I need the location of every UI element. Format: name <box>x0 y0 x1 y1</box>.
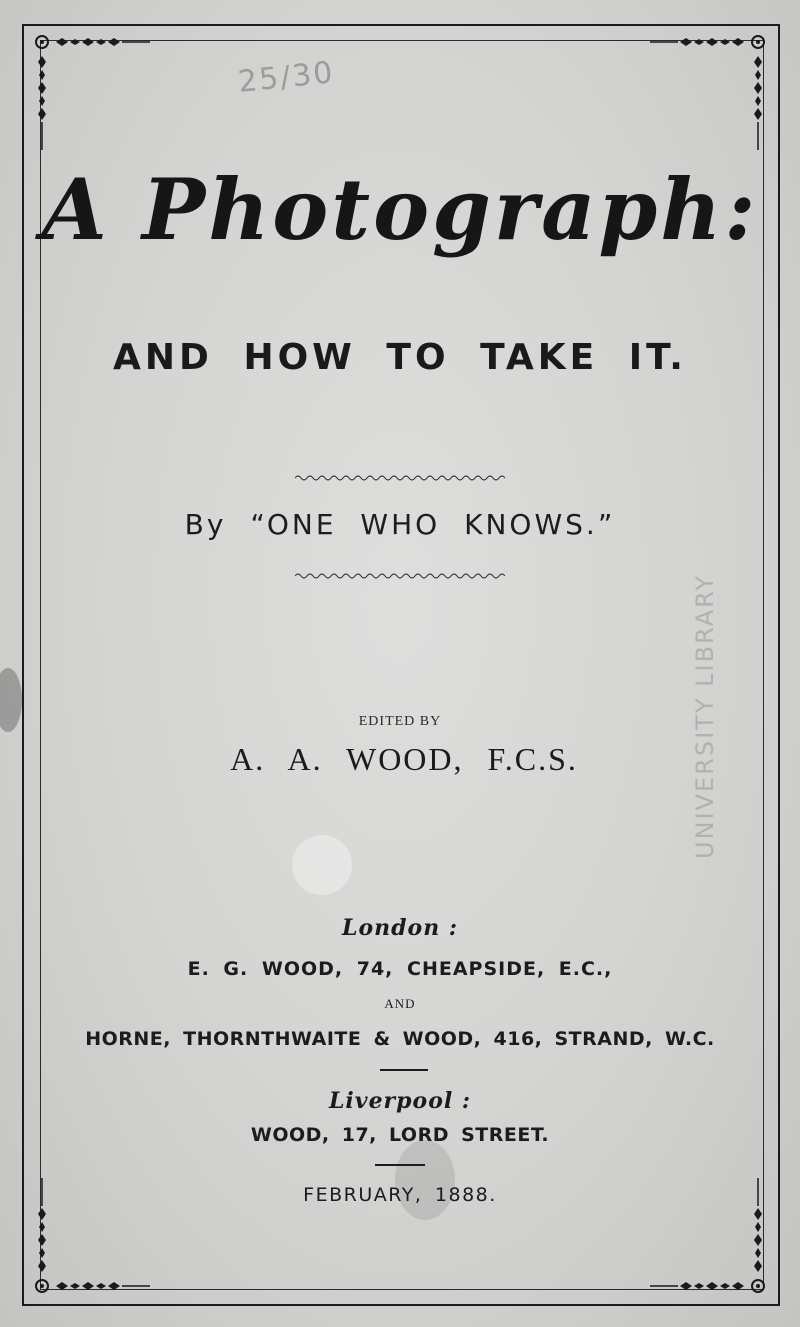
wavy-divider <box>295 572 505 580</box>
publisher-line-2: HORNE, THORNTHWAITE & WOOD, 416, STRAND, W.C. <box>85 1028 715 1050</box>
short-rule <box>380 1069 428 1071</box>
city-liverpool: Liverpool : <box>328 1088 472 1114</box>
publication-date: FEBRUARY, 1888. <box>303 1184 497 1206</box>
corner-ornament-icon <box>30 30 150 150</box>
book-subtitle: AND HOW TO TAKE IT. <box>113 337 687 378</box>
editor-name: A. A. WOOD, F.C.S. <box>230 741 578 777</box>
corner-ornament-icon <box>650 30 770 150</box>
short-rule <box>375 1164 425 1166</box>
publisher-line-1: E. G. WOOD, 74, CHEAPSIDE, E.C., <box>187 958 613 980</box>
stain-mark <box>292 835 352 895</box>
wavy-divider <box>295 474 505 482</box>
byline: By “ONE WHO KNOWS.” <box>184 508 616 541</box>
edited-by-label: EDITED BY <box>358 714 442 729</box>
liverpool-address: WOOD, 17, LORD STREET. <box>250 1124 550 1146</box>
pencil-annotation: 25/30 <box>236 55 337 100</box>
library-stamp: UNIVERSITY LIBRARY <box>691 574 719 859</box>
city-london: London : <box>342 915 458 941</box>
stain-mark <box>395 1140 455 1220</box>
and-connector: AND <box>384 996 416 1011</box>
book-title: A Photograph: <box>41 160 759 259</box>
